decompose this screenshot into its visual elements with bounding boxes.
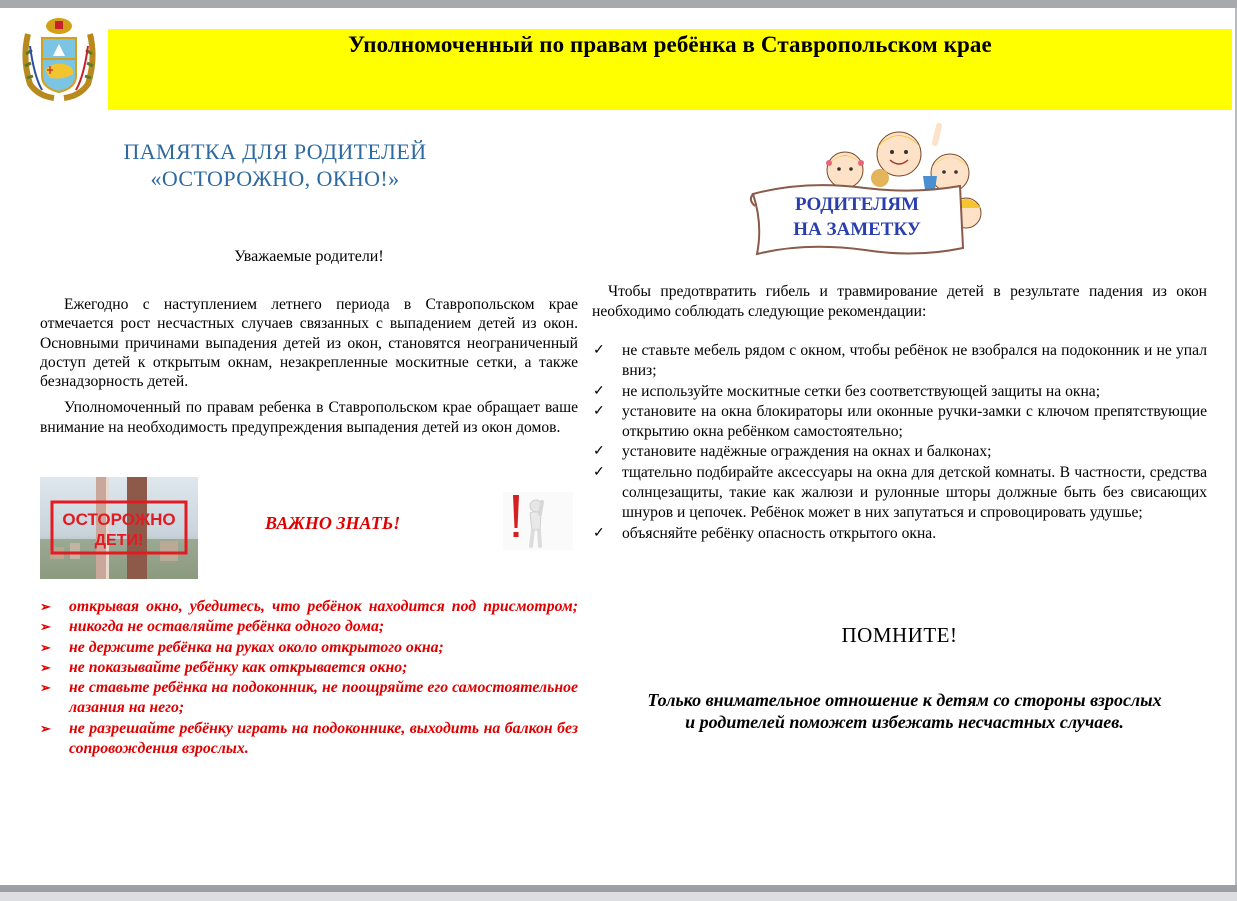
important-item: ➢ никогда не оставляйте ребёнка одного дома; <box>40 617 578 637</box>
important-heading: ВАЖНО ЗНАТЬ! <box>265 513 401 533</box>
greeting: Уважаемые родители! <box>234 248 384 265</box>
recommendation-item: ✓ установите надёжные ограждения на окнах и балконах; <box>592 442 1207 462</box>
remember-heading: ПОМНИТЕ! <box>841 623 958 647</box>
banner-title: Уполномоченный по правам ребёнка в Ставропольском крае <box>348 32 992 57</box>
important-item: ➢ не показывайте ребёнку как открывается окно; <box>40 658 578 678</box>
parents-note-line1: РОДИТЕЛЯМ <box>794 194 920 215</box>
parents-note-illustration <box>745 118 990 258</box>
important-item: ➢ открывая окно, убедитесь, что ребёнок находится под присмотром; <box>40 597 578 617</box>
memo-body <box>40 295 578 444</box>
memo-title <box>60 138 490 192</box>
arrowhead-bullet-icon: ➢ <box>40 680 51 696</box>
recommendation-item: ✓ установите на окна блокираторы или оконные ручки-замки с ключом препятствующие открытию окна ребёнком самостоятельно; <box>593 402 1207 441</box>
recommendations-intro: Чтобы предотвратить гибель и травмирование детей в результате падения из окон необходимо соблюдать следующие рекомендации: <box>592 283 1207 320</box>
checkmark-bullet-icon: ✓ <box>593 525 605 541</box>
exclamation-figure-icon <box>503 492 573 550</box>
important-item: ➢ не ставьте ребёнка на подоконник, не поощряйте его самостоятельное лазания на него; <box>40 679 578 717</box>
photo-caption-line1: ОСТОРОЖНО <box>62 510 176 529</box>
arrowhead-bullet-icon: ➢ <box>40 599 51 614</box>
arrowhead-bullet-icon: ➢ <box>40 720 51 736</box>
top-border <box>0 0 1237 8</box>
photo-caption-line2: ДЕТИ! <box>94 532 144 549</box>
memo-paragraph: Уполномоченный по правам ребенка в Ставропольском крае обращает ваше внимание на необходимость предупреждения выпадения детей из окон домов. <box>40 399 578 436</box>
recommendation-item: ✓ не ставьте мебель рядом с окном, чтобы ребёнок не взобрался на подоконник и не упал вниз; <box>593 342 1207 380</box>
checkmark-bullet-icon: ✓ <box>593 383 605 399</box>
checkmark-bullet-icon: ✓ <box>593 464 605 480</box>
arrowhead-bullet-icon: ➢ <box>40 619 51 635</box>
header-banner <box>108 29 1232 110</box>
arrowhead-bullet-icon: ➢ <box>40 639 51 655</box>
parents-note-line2: НА ЗАМЕТКУ <box>793 219 921 240</box>
arrowhead-bullet-icon: ➢ <box>40 659 51 675</box>
bottom-border <box>0 885 1237 892</box>
memo-title-line2: «ОСТОРОЖНО, ОКНО!» <box>150 166 400 191</box>
closing-note <box>592 689 1217 733</box>
memo-paragraph: Ежегодно с наступлением летнего периода в Ставропольском крае отмечается рост несчастных случаев связанных с выпадением детей из окон. Основными причинами выпадения детей из окон, становятся неограниченный доступ детей к открытым окнам, незакрепленные москитные сетки, а также безнадзорность детей. <box>40 296 578 391</box>
checkmark-bullet-icon: ✓ <box>593 444 605 460</box>
recommendation-item: ✓ объясняйте ребёнку опасность открытого окна. <box>592 524 1207 544</box>
closing-note-line2: и родителей поможет избежать несчастных случаев. <box>685 712 1124 732</box>
important-item: ➢ не разрешайте ребёнку играть на подоконнике, выходить на балкон без сопровождения взрослых. <box>40 719 578 758</box>
memo-title-line1: ПАМЯТКА ДЛЯ РОДИТЕЛЕЙ <box>123 139 427 164</box>
recommendation-item: ✓ не используйте москитные сетки без соответствующей защиты на окна; <box>592 382 1207 402</box>
bottom-strip <box>0 892 1237 901</box>
recommendation-item: ✓ тщательно подбирайте аксессуары на окна для детской комнаты. В частности, средства солнцезащиты, такие как жалюзи и рулонные шторы должные быть без свисающих шнуров и цепочек. Ребёнок может в них запутаться и спровоцировать удушье; <box>593 463 1207 522</box>
coat-of-arms-emblem <box>20 14 98 102</box>
important-item: ➢ не держите ребёнка на руках около открытого окна; <box>40 638 578 658</box>
closing-note-line1: Только внимательное отношение к детям со стороны взрослых <box>647 690 1162 710</box>
recommendations-list <box>592 341 1207 544</box>
important-list <box>40 597 578 759</box>
careful-children-window-image <box>40 477 198 579</box>
checkmark-bullet-icon: ✓ <box>593 343 605 358</box>
checkmark-bullet-icon: ✓ <box>593 403 605 419</box>
